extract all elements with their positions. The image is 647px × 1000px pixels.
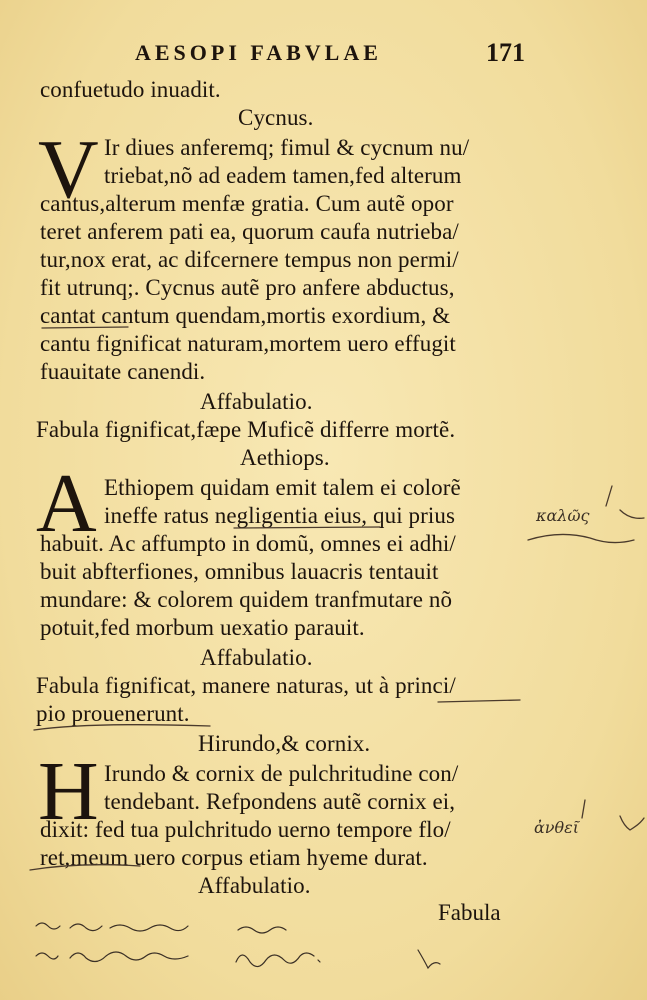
text-line: Fabula fignificat, manere naturas, ut à princi/ <box>36 673 456 698</box>
text-line: fit utrunq;. Cycnus autẽ pro anfere abductus, <box>40 275 455 300</box>
text-line: ineffe ratus negligentia eius, qui prius <box>104 503 456 528</box>
fable-title: Hirundo,& cornix. <box>198 731 371 756</box>
underline-stroke <box>34 725 210 730</box>
underline-stroke <box>30 865 140 870</box>
margin-mark <box>582 800 585 818</box>
underline-stroke <box>438 700 520 702</box>
text-line: Fabula fignificat,fæpe Muficẽ differre mortẽ. <box>36 417 456 442</box>
text-line: habuit. Ac affumpto in domũ, omnes ei adhi/ <box>40 531 456 556</box>
underline-stroke <box>42 327 128 328</box>
text-line: Ir diues anferemq; fimul & cycnum nu/ <box>104 135 470 160</box>
underline-stroke <box>234 527 380 528</box>
text-line: tendebant. Refpondens autẽ cornix ei, <box>104 789 456 814</box>
text-line: teret anferem pati ea, quorum caufa nutrieba/ <box>40 219 459 244</box>
margin-scribble <box>620 816 644 830</box>
text-line: confuetudo inuadit. <box>40 77 221 102</box>
drop-capital: A <box>36 457 97 550</box>
fable-title: Aethiops. <box>240 445 330 470</box>
drop-capital: V <box>38 123 99 216</box>
text-line: cantat cantum quendam,mortis exordium, & <box>40 303 451 328</box>
text-line: buit abfterfiones, omnibus lauacris tentauit <box>40 559 439 584</box>
margin-note: καλῶς <box>536 506 590 525</box>
running-title: AESOPI FABVLAE <box>135 40 382 65</box>
text-line: mundare: & colorem quidem tranfmutare nõ <box>40 587 453 612</box>
catchword: Fabula <box>438 900 501 925</box>
moral-heading: Affabulatio. <box>198 873 311 898</box>
text-line: tur,nox erat, ac difcernere tempus non permi/ <box>40 247 459 272</box>
text-line: cantu fignificat naturam,mortem uero effugit <box>40 331 456 356</box>
text-line: pio prouenerunt. <box>36 701 190 726</box>
margin-scribble <box>528 534 634 542</box>
text-line: Irundo & cornix de pulchritudine con/ <box>104 761 459 786</box>
bottom-scribbles <box>36 923 440 968</box>
margin-note: ἀνθεῖ <box>534 818 580 837</box>
drop-capital: H <box>38 745 99 838</box>
text-line: potuit,fed morbum uexatio parauit. <box>40 615 365 640</box>
text-line: ret,meum uero corpus etiam hyeme durat. <box>40 845 428 870</box>
margin-mark <box>620 510 644 518</box>
text-line: triebat,nõ ad eadem tamen,fed alterum <box>104 163 462 188</box>
moral-heading: Affabulatio. <box>200 645 313 670</box>
fable-title: Cycnus. <box>238 105 314 130</box>
text-line: dixit: fed tua pulchritudo uerno tempore flo/ <box>40 817 451 842</box>
moral-heading: Affabulatio. <box>200 389 313 414</box>
text-line: cantus,alterum menfæ gratia. Cum autẽ opor <box>40 191 454 216</box>
text-line: fuauitate canendi. <box>40 359 206 384</box>
text-line: Ethiopem quidam emit talem ei colorẽ <box>104 475 461 500</box>
page-number: 171 <box>486 38 525 67</box>
margin-mark <box>606 486 612 506</box>
